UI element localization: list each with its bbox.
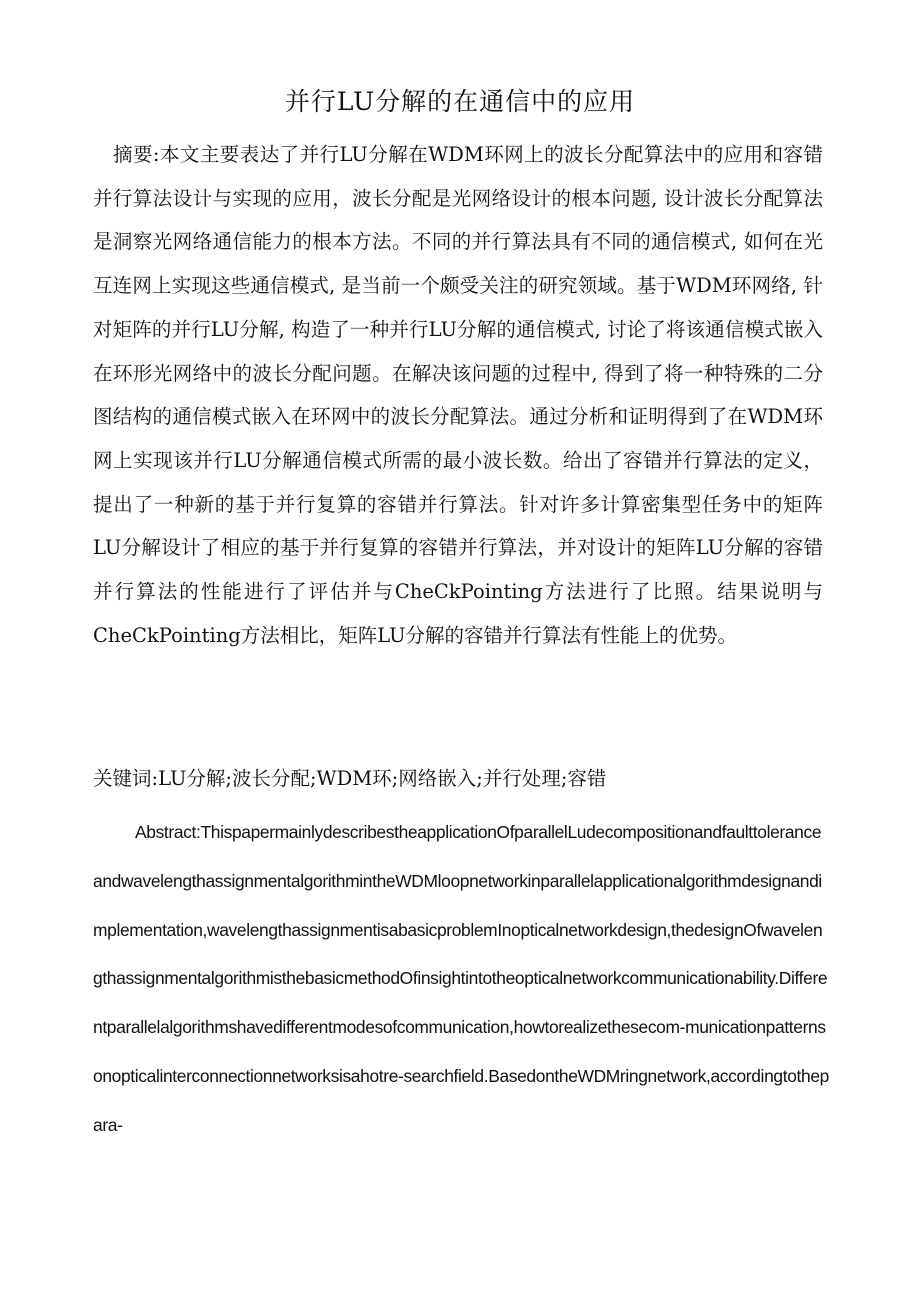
- abstract-en-text: ThispapermainlydescribestheapplicationOfparallelLudecompositionandfaulttoleranceandwavelengthassignmentalgorithmintheWDMloopnetworkinparallelapplicationalgorithmdesignandimplementation,wavelengthassignmentisabasicproblemInopticalnetworkdesign,thedesignOfwavelengthassignmentalgorithmisthebasicmethodOfinsightintotheopticalnetworkcommunicationability.Differentparallelalgorithmshavedifferentmodesofcommunication,howtorealizethesecom-municationpatternsonopticalinterconnectionnetworksisahotre-searchfield.BasedontheWDMringnetwork,accordingtothepara-: [93, 822, 829, 1135]
- chinese-abstract: [93, 133, 823, 657]
- abstract-en-label: Abstract:: [135, 822, 201, 842]
- abstract-cn-text: 本文主要表达了并行LU分解在WDM环网上的波长分配算法中的应用和容错并行算法设计与实现的应用，波长分配是光网络设计的根本问题, 设计波长分配算法是洞察光网络通信能力的根本方法。不同的并行算法具有不同的通信模式, 如何在光互连网上实现这些通信模式, 是当前一个颇受关注的研究领域。基于WDM环网络, 针对矩阵的并行LU分解, 构造了一种并行LU分解的通信模式, 讨论了将该通信模式嵌入在环形光网络中的波长分配问题。在解决该问题的过程中, 得到了将一种特殊的二分图结构的通信模式嵌入在环网中的波长分配算法。通过分析和证明得到了在WDM环网上实现该并行LU分解通信模式所需的最小波长数。给出了容错并行算法的定义，提出了一种新的基于并行复算的容错并行算法。针对许多计算密集型任务中的矩阵LU分解设计了相应的基于并行复算的容错并行算法，并对设计的矩阵LU分解的容错并行算法的性能进行了评估并与CheCkPointing方法进行了比照。结果说明与CheCkPointing方法相比，矩阵LU分解的容错并行算法有性能上的优势。: [93, 143, 823, 647]
- keywords-cn-text: LU分解;波长分配;WDM环;网络嵌入;并行处理;容错: [158, 767, 607, 790]
- chinese-keywords: [93, 757, 823, 800]
- document-title: 并行LU分解的在通信中的应用: [284, 87, 636, 116]
- keywords-cn-label: 关键词:: [93, 767, 159, 790]
- abstract-cn-label: 摘要:: [113, 143, 160, 166]
- english-abstract: [93, 808, 829, 1150]
